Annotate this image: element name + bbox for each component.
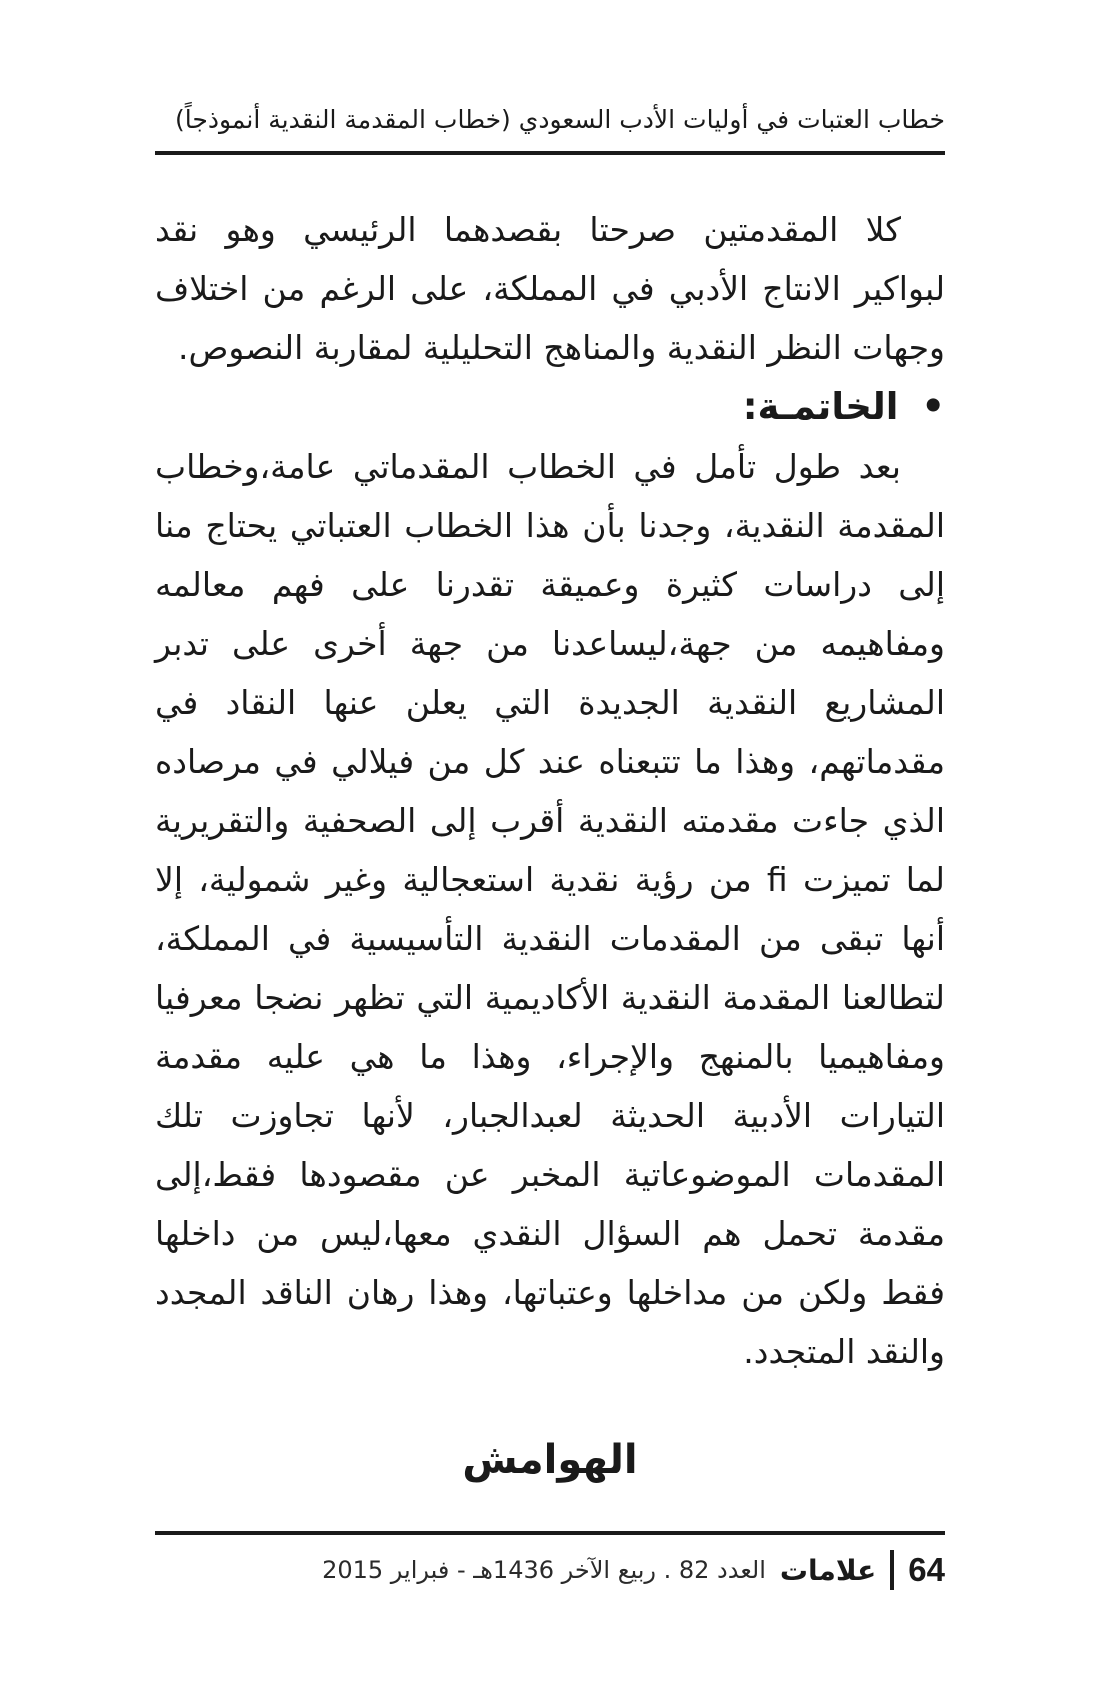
article-body [155,200,945,1381]
page-footer [155,1546,945,1594]
notes-heading: الهوامش [462,1437,638,1483]
footer-rule [155,1531,945,1535]
section-heading-text: الخاتمـة: [742,385,899,428]
issue-info: العدد 82 . ربيع الآخر 1436هـ - فبراير 2015 [322,1556,766,1584]
journal-name: علامات [779,1553,877,1587]
footer-divider [890,1550,894,1590]
running-header: خطاب العتبات في أوليات الأدب السعودي (خطاب المقدمة النقدية أنموذجاً) [175,105,945,134]
bullet-icon: • [921,385,945,428]
conclusion-paragraph: بعد طول تأمل في الخطاب المقدماتي عامة،وخطاب المقدمة النقدية، وجدنا بأن هذا الخطاب العتباتي يحتاج منا إلى دراسات كثيرة وعميقة تقدرنا على فهم معالمه ومفاهيمه من جهة،ليساعدنا من جهة أخرى على تدبر المشاريع النقدية الجديدة التي يعلن عنها النقاد في مقدماتهم، وهذا ما تتبعناه عند كل من فيلالي في مرصاده الذي جاءت مقدمته النقدية أقرب إلى الصحفية والتقريرية لما تميزت fi من رؤية نقدية استعجالية وغير شمولية، إلا أنها تبقى من المقدمات النقدية التأسيسية في المملكة، لتطالعنا المقدمة النقدية الأكاديمية التي تظهر نضجا معرفيا ومفاهيميا بالمنهج والإجراء، وهذا ما هي عليه مقدمة التيارات الأدبية الحديثة لعبدالجبار، لأنها تجاوزت تلك المقدمات الموضوعاتية المخبر عن مقصودها فقط،إلى مقدمة تحمل هم السؤال النقدي معها،ليس من داخلها فقط ولكن من مداخلها وعتباتها، وهذا رهان الناقد المجدد والنقد المتجدد. [155,447,945,1371]
section-heading-conclusion [155,377,945,437]
header-rule [155,151,945,155]
intro-paragraph: كلا المقدمتين صرحتا بقصدهما الرئيسي وهو نقد لبواكير الانتاج الأدبي في المملكة، على الرغم من اختلاف وجهات النظر النقدية والمناهج التحليلية لمقاربة النصوص. [155,210,945,367]
page-number: 64 [908,1551,945,1588]
